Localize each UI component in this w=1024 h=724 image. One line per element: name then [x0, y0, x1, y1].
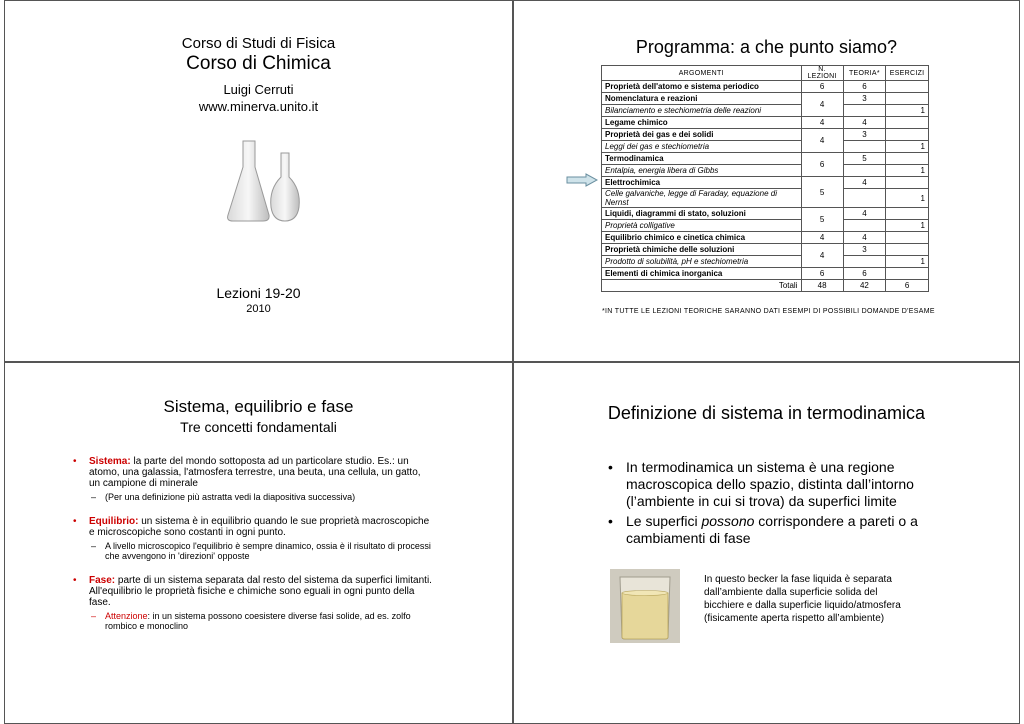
author-name: Luigi Cerruti — [223, 82, 294, 97]
course-line-2: Corso di Chimica — [186, 53, 331, 74]
sub-text: : in un sistema possono coesistere diverse fasi solide, ad es. zolfo rombico e monoclino — [105, 611, 411, 631]
table-subrow — [602, 220, 929, 232]
teoria-cell: 4 — [843, 232, 885, 244]
topic-cell: Proprietà dei gas e dei solidi — [602, 129, 802, 141]
header-esercizi: ESERCIZI — [886, 66, 929, 81]
topic-cell: Equilibrio chimico e cinetica chimica — [602, 232, 802, 244]
lezioni-cell: 4 — [801, 129, 843, 153]
totals-teoria: 42 — [843, 280, 885, 292]
list-item — [606, 459, 936, 510]
subtopic-cell: Prodotto di solubilità, pH e stechiometria — [602, 256, 802, 268]
list-item — [606, 513, 936, 547]
teoria-cell: 3 — [843, 244, 885, 256]
bullet-icon: • — [608, 513, 613, 529]
bullet-text-em: possono — [701, 513, 755, 529]
lezioni-cell: 4 — [801, 232, 843, 244]
bullet-text-post: corrispondere a pareti o a cambiamenti di fase — [626, 513, 918, 546]
concept-label: Equilibrio: — [89, 516, 139, 527]
teoria-cell: 6 — [843, 268, 885, 280]
totals-row — [602, 280, 929, 292]
lezioni-cell: 5 — [801, 208, 843, 232]
teoria-cell: 6 — [843, 81, 885, 93]
slide-programma — [513, 0, 1020, 362]
header-argomenti: ARGOMENTI — [602, 66, 802, 81]
topic-cell: Nomenclatura e reazioni — [602, 93, 802, 105]
teoria-cell: 4 — [843, 208, 885, 220]
lezioni-cell: 6 — [801, 268, 843, 280]
subtopic-cell: Entalpia, energia libera di Gibbs — [602, 165, 802, 177]
list-item — [73, 516, 433, 561]
totals-lezioni: 48 — [801, 280, 843, 292]
lezioni-cell: 5 — [801, 177, 843, 208]
course-line-1: Corso di Studi di Fisica — [181, 35, 336, 52]
table-subrow — [602, 165, 929, 177]
bullet-icon: • — [73, 575, 77, 586]
esercizi-cell — [886, 177, 929, 189]
arrow-right-icon — [566, 173, 598, 187]
table-subrow — [602, 141, 929, 153]
header-lez: LEZIONI — [807, 73, 837, 80]
table-row — [602, 232, 929, 244]
concept-label: Sistema: — [89, 456, 131, 467]
beaker-caption: In questo becker la fase liquida è separata dall’ambiente dalla superficie solida del bicchiere e dalla superficie liquido/atmosfera (fisicamente aperta rispetto all’ambiente) — [704, 574, 901, 624]
esercizi-cell: 1 — [886, 220, 929, 232]
concept-text: parte di un sistema separata dal resto del sistema da superfici limitanti. All'equilibrio le proprietà fisiche e chimiche sono eguali in ogni punto della fase. — [89, 575, 432, 608]
concept-label: Fase: — [89, 575, 116, 586]
lezioni-cell: 4 — [801, 117, 843, 129]
esercizi-cell — [886, 153, 929, 165]
footnote: *IN TUTTE LE LEZIONI TEORICHE SARANNO DATI ESEMPI DI POSSIBILI DOMANDE D'ESAME — [602, 308, 935, 315]
slide-subtitle: Tre concetti fondamentali — [180, 419, 337, 435]
esercizi-cell — [886, 117, 929, 129]
table-body — [602, 81, 929, 292]
topic-cell: Termodinamica — [602, 153, 802, 165]
header-teoria: TEORIA* — [843, 66, 885, 81]
teoria-cell: 5 — [843, 153, 885, 165]
bullet-text-pre: Le superfici — [626, 513, 702, 529]
slide-title: Programma: a che punto siamo? — [635, 37, 898, 57]
topic-cell: Proprietà chimiche delle soluzioni — [602, 244, 802, 256]
teoria-sub-cell — [843, 165, 885, 177]
bullet-icon: • — [73, 456, 77, 467]
esercizi-cell: 1 — [886, 141, 929, 153]
table-row — [602, 129, 929, 141]
list-item — [73, 575, 433, 631]
header-lezioni — [801, 66, 843, 81]
lezioni-cell: 6 — [801, 153, 843, 177]
topic-cell: Liquidi, diagrammi di stato, soluzioni — [602, 208, 802, 220]
table-subrow — [602, 256, 929, 268]
slide-title — [4, 0, 513, 362]
teoria-sub-cell — [843, 256, 885, 268]
concept-text: un sistema è in equilibrio quando le sue proprietà macroscopiche e microscopiche sono costanti in ogni punto. — [89, 516, 430, 538]
table-row — [602, 268, 929, 280]
bullet-icon: • — [608, 459, 613, 475]
subtopic-cell: Celle galvaniche, legge di Faraday, equazione di Nernst — [602, 189, 802, 208]
slide-title: Sistema, equilibrio e fase — [163, 397, 354, 416]
definition-list — [606, 459, 936, 550]
slide-sistema-equilibrio-fase — [4, 362, 513, 724]
table-header-row — [602, 66, 929, 81]
teoria-sub-cell — [843, 105, 885, 117]
table-row — [602, 153, 929, 165]
flask-icon — [225, 137, 309, 227]
lezioni-cell: 4 — [801, 244, 843, 268]
beaker-image — [610, 569, 680, 643]
header-n: N. — [818, 66, 826, 73]
table-row — [602, 244, 929, 256]
table-row — [602, 177, 929, 189]
lezioni-cell: 6 — [801, 81, 843, 93]
subtopic-cell: Proprietà colligative — [602, 220, 802, 232]
esercizi-cell — [886, 232, 929, 244]
esercizi-cell — [886, 268, 929, 280]
table-row — [602, 81, 929, 93]
teoria-cell: 4 — [843, 117, 885, 129]
subtopic-cell: Leggi dei gas e stechiometria — [602, 141, 802, 153]
table-row — [602, 93, 929, 105]
topic-cell: Elettrochimica — [602, 177, 802, 189]
totals-esercizi: 6 — [886, 280, 929, 292]
program-table — [601, 65, 929, 292]
totals-label: Totali — [602, 280, 802, 292]
teoria-cell: 4 — [843, 177, 885, 189]
teoria-cell: 3 — [843, 129, 885, 141]
sub-text: (Per una definizione più astratta vedi la diapositiva successiva) — [105, 492, 356, 502]
sub-text: A livello microscopico l'equilibrio è sempre dinamico, ossia è il risultato di processi che avvengono in 'direzioni' opposte — [105, 541, 431, 561]
subtopic-cell: Bilanciamento e stechiometria delle reazioni — [602, 105, 802, 117]
sub-item: – Attenzione: in un sistema possono coesistere diverse fasi solide, ad es. zolfo rombico e monoclino — [91, 611, 411, 631]
teoria-sub-cell — [843, 189, 885, 208]
table-row — [602, 117, 929, 129]
teoria-sub-cell — [843, 141, 885, 153]
sub-item: – A livello microscopico l'equilibrio è sempre dinamico, ossia è il risultato di processi che avvengono in 'direzioni' opposte — [91, 541, 431, 561]
table-row — [602, 208, 929, 220]
sub-label: Attenzione — [105, 611, 148, 621]
esercizi-cell: 1 — [886, 189, 929, 208]
year-label: 2010 — [246, 303, 271, 315]
table-subrow — [602, 105, 929, 117]
slide-title: Definizione di sistema in termodinamica — [607, 403, 926, 423]
esercizi-cell: 1 — [886, 165, 929, 177]
teoria-cell: 3 — [843, 93, 885, 105]
topic-cell: Elementi di chimica inorganica — [602, 268, 802, 280]
sub-item: – (Per una definizione più astratta vedi la diapositiva successiva) — [91, 492, 356, 502]
esercizi-cell — [886, 81, 929, 93]
esercizi-cell — [886, 244, 929, 256]
table-subrow — [602, 189, 929, 208]
concept-list — [73, 456, 433, 635]
esercizi-cell — [886, 208, 929, 220]
esercizi-cell: 1 — [886, 256, 929, 268]
slide-definizione-sistema — [513, 362, 1020, 724]
esercizi-cell — [886, 93, 929, 105]
list-item — [73, 456, 433, 502]
esercizi-cell: 1 — [886, 105, 929, 117]
teoria-sub-cell — [843, 220, 885, 232]
bullet-text: In termodinamica un sistema è una regione macroscopica dello spazio, distinta dall’intorno (l’ambiente in cui si trova) da superfici limite — [626, 459, 914, 509]
concept-text: la parte del mondo sottoposta ad un particolare studio. Es.: un atomo, una galassia, l'atmosfera terrestre, una beuta, una cellula, un gatto, un campione di minerale — [89, 456, 421, 489]
lezioni-cell: 4 — [801, 93, 843, 117]
lectures-label: Lezioni 19-20 — [216, 285, 301, 301]
esercizi-cell — [886, 129, 929, 141]
website-link[interactable]: www.minerva.unito.it — [198, 99, 319, 114]
topic-cell: Legame chimico — [602, 117, 802, 129]
topic-cell: Proprietà dell'atomo e sistema periodico — [602, 81, 802, 93]
bullet-icon: • — [73, 516, 77, 527]
